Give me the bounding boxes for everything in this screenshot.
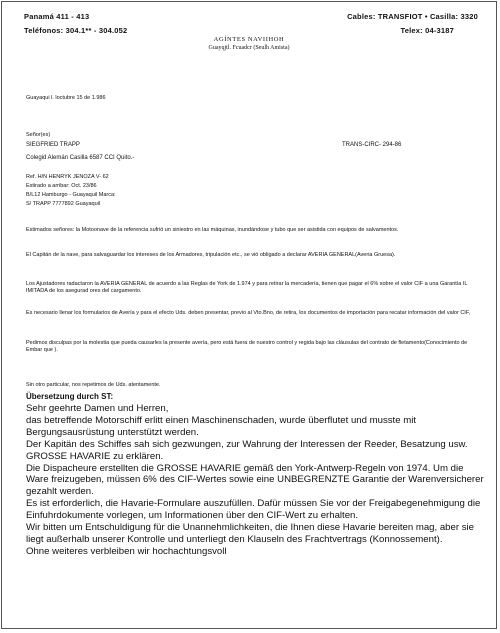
ref-line: Estirado a arribar: Oct. 23/86 (26, 183, 97, 189)
translation-body (26, 403, 486, 558)
letter-page (1, 1, 497, 629)
translation-heading: Übersetzung durch ST: (26, 392, 114, 401)
spanish-paragraph: El Capitán de la nave, para salvaguardar los intereses de los Armadores, tripulación etc., se vió obligado a declarar AVERIA GENERAL(Averia Gruesa). (26, 252, 396, 258)
spanish-paragraph: Estimados señores: la Motoonave de la referencia sufrió un siniestro en las máquinas, inundándose y tubo que ser asistida con equipos de salvamentos. (26, 227, 399, 233)
letterhead-telex: Telex: 04-3187 (400, 26, 454, 35)
letterhead-cables: Cables: TRANSFIOT • Casilla: 3320 (347, 12, 478, 21)
translation-line: Es ist erforderlich, die Havarie-Formulare auszufüllen. Dafür müssen Sie vor der Freigabegenehmigung die Einfuhrdokumente vorlegen, um Informationen über den CIF-Wert zu erhalten. (26, 498, 481, 522)
translation-line: Wir bitten um Entschuldigung für die Unannehmlichkeiten, die Ihnen diese Havarie bereiten mag, aber sie liegt außerhalb unserer Kontrolle und unterliegt den Klauseln des Frachtvertrags (Konnossement). (26, 522, 474, 545)
ref-line: B/L12 Hamburgo - Guayaquil Marca: (26, 192, 116, 198)
ref-line: Ref. H/N HENRYK JENOZA V- 62 (26, 174, 109, 180)
spanish-paragraph: Sin otro particular, nos repetimos de Uds. atentamente. (26, 382, 161, 388)
translation-line: das betreffende Motorschiff erlitt einen Maschinenschaden, wurde überflutet und musste mit Bergungsausrüstung unterstützt werden. (26, 414, 417, 438)
spanish-paragraph: Pedimos disculpas por la molestia que pueda causarles la presente avería, pero está fuera de nuestro control y regida bajo las cláusulas del contrato de fletamento(Conocimiento de Embar que ). (26, 340, 468, 353)
recipient-address: Colegid Alemán Casilla 6587 CCI Quito.- (26, 155, 135, 161)
letterhead-address: Panamá 411 - 413 (24, 12, 90, 21)
recipient-name: SIEGFRIED TRAPP (26, 142, 80, 148)
company-name: AGÍNTES NAVIIHOH (213, 36, 285, 43)
salutation-label: Señor(es) (26, 132, 51, 138)
letter-date: Guayaqui l. loctubre 15 de 1.986 (26, 95, 106, 101)
spanish-paragraph: Los Ajustadores radactaron la AVERIA GENERAL de acuerdo a las Reglas de York de 1.974 y para retirar la mercadería, tienen que pagar el 6% sobre el valor CIF a una Garantía IL IMITADA de los asegurad ores del cargamento. (26, 281, 468, 294)
ref-line: S/ TRAPP 7777892 Guayaquil (26, 201, 101, 207)
translation-line: Der Kapitän des Schiffes sah sich gezwungen, zur Wahrung der Interessen der Reeder, Besatzung usw. GROSSE HAVARIE zu erklären. (26, 438, 468, 462)
translation-line: Ohne weiteres verbleiben wir hochachtungsvoll (26, 545, 227, 557)
reference-number: TRANS-CIRC- 294-86 (342, 142, 402, 148)
letterhead-phones: Teléfonos: 304.1** - 304.052 (24, 26, 128, 35)
spanish-paragraph: Es necesario llenar los formularios de Avería y para el efecto Uds. deben presentar, previo al Vto.Bno, de retira, los documentos de importación para recatar información del valor CIF, (26, 310, 471, 316)
translation-line: Die Dispacheure erstellten die GROSSE HAVARIE gemäß den York-Antwerp-Regeln von 1974. Um die Ware freizugeben, müssen 6% des CIF-Wertes sowie eine UNBEGRENZTE Garantie der Warenversicherer gezahlt werden. (26, 462, 484, 498)
company-location: Guayqjtl. Fcuadcr (Seulh Amista) (208, 45, 290, 51)
translation-line: Sehr geehrte Damen und Herren, (26, 403, 169, 414)
